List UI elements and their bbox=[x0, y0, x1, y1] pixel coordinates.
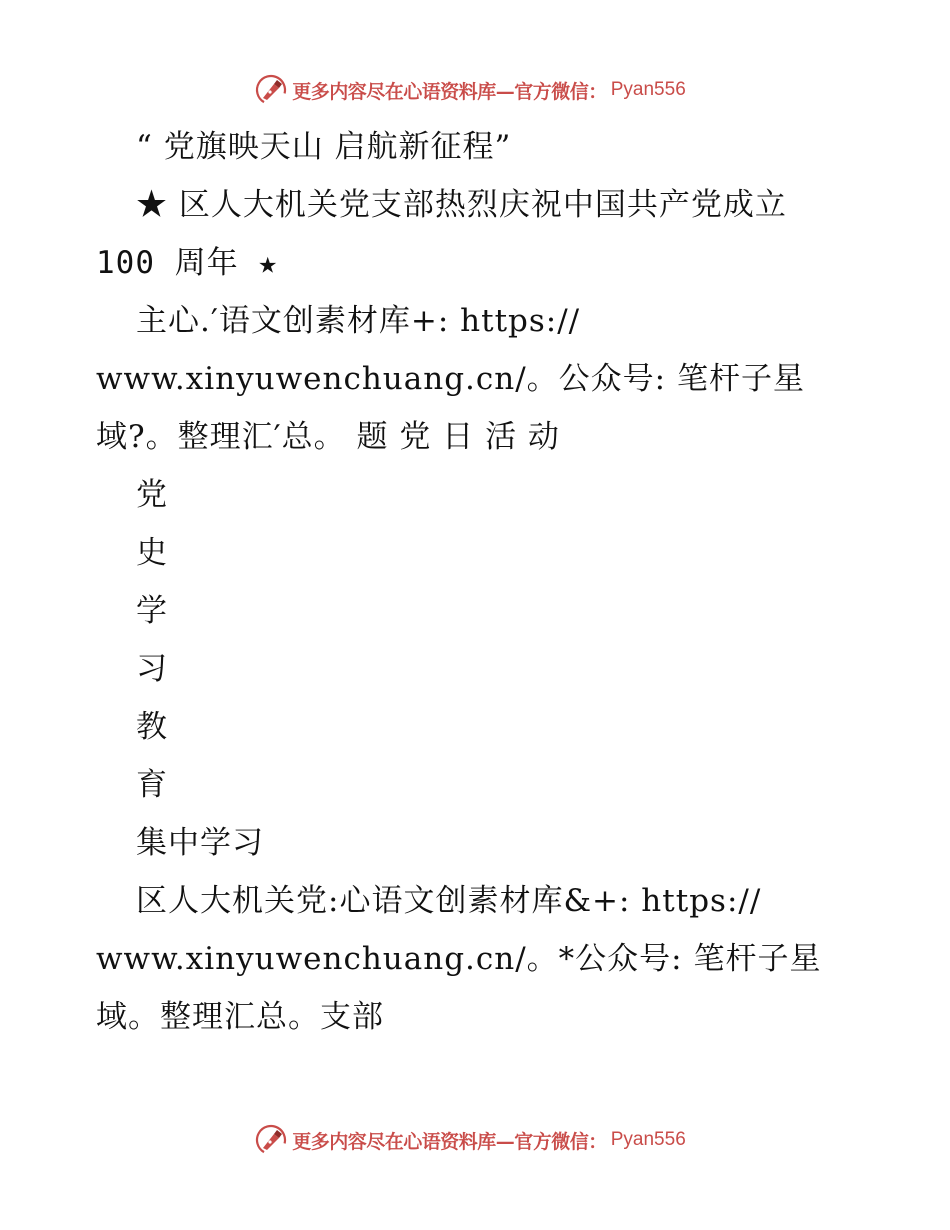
watermark-text: 更多内容尽在心语资料库—官方微信： bbox=[292, 80, 607, 103]
header-watermark-group bbox=[254, 73, 686, 107]
vertical-char-line: 史 bbox=[136, 535, 168, 571]
document-body bbox=[96, 118, 866, 1046]
paragraph-line: www.xinyuwenchuang.cn/。*公众号: 笔杆子星 bbox=[96, 941, 822, 977]
watermark-wechat-id: Pyan556 bbox=[610, 79, 686, 100]
paragraph-line: www.xinyuwenchuang.cn/。公众号: 笔杆子星 bbox=[96, 361, 805, 397]
header-watermark-banner bbox=[0, 70, 950, 110]
vertical-char-line: 习 bbox=[136, 651, 168, 687]
paragraph-line: 主心.′语文创素材库+: https:// bbox=[136, 303, 581, 339]
vertical-char-line: 党 bbox=[136, 477, 168, 513]
pen-nib-logo-icon bbox=[254, 73, 288, 107]
footer-watermark-banner bbox=[0, 1120, 950, 1160]
paragraph-line: 域。整理汇总。支部 bbox=[96, 999, 384, 1035]
paragraph-line: 区人大机关党:心语文创素材库&+: https:// bbox=[136, 883, 762, 919]
section-heading: 集中学习 bbox=[136, 825, 264, 861]
document-heading-line-2: 100 周年 ★ bbox=[96, 245, 278, 281]
footer-watermark-group bbox=[254, 1123, 686, 1157]
vertical-char-line: 教 bbox=[136, 709, 168, 745]
document-title: “ 党旗映天山 启航新征程” bbox=[136, 129, 512, 165]
paragraph-line: 域?。整理汇′总。 题 党 日 活 动 bbox=[96, 419, 560, 455]
document-heading-line-1: ★ 区人大机关党支部热烈庆祝中国共产党成立 bbox=[136, 187, 787, 223]
watermark-text: 更多内容尽在心语资料库—官方微信： bbox=[292, 1130, 607, 1153]
vertical-char-line: 育 bbox=[136, 767, 168, 803]
watermark-wechat-id: Pyan556 bbox=[610, 1129, 686, 1150]
pen-nib-logo-icon bbox=[254, 1123, 288, 1157]
vertical-char-line: 学 bbox=[136, 593, 168, 629]
